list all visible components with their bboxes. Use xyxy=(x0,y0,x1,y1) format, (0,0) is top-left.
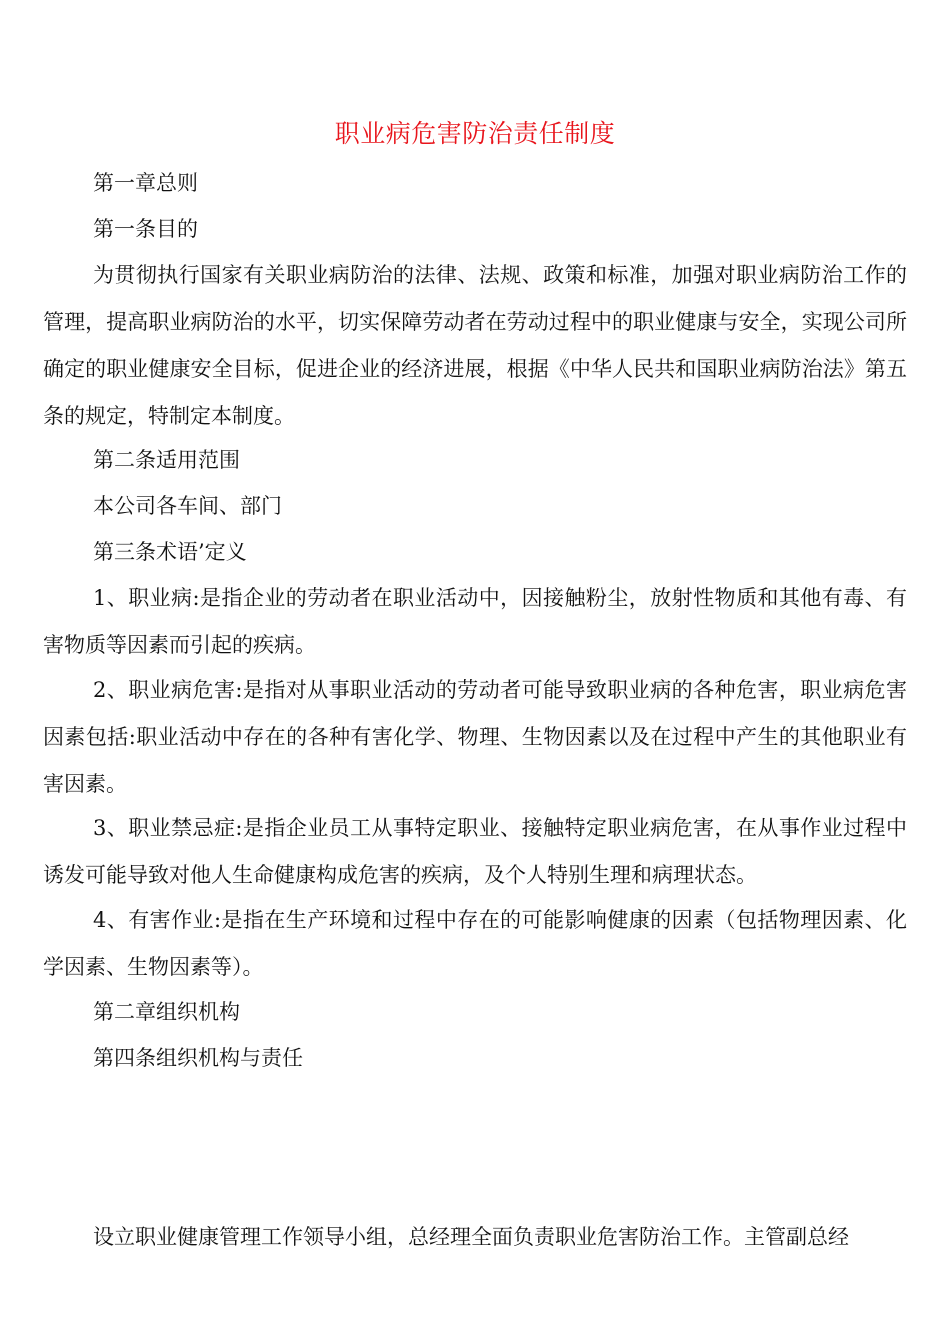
definition-2: 2、职业病危害:是指对从事职业活动的劳动者可能导致职业病的各种危害，职业病危害因素包括:职业活动中存在的各种有害化学、物理、生物因素以及在过程中产生的其他职业有害因素。 xyxy=(43,678,907,796)
chapter-1-heading: 第一章总则 xyxy=(93,171,198,195)
article-2-heading: 第二条适用范围 xyxy=(93,448,240,472)
article-4-heading: 第四条组织机构与责任 xyxy=(93,1046,303,1070)
chapter-2-heading: 第二章组织机构 xyxy=(93,1000,240,1024)
article-3-heading: 第三条术语’定义 xyxy=(93,540,247,564)
document-title: 职业病危害防治责任制度 xyxy=(334,119,616,148)
definition-4: 4、有害作业:是指在生产环境和过程中存在的可能影响健康的因素（包括物理因素、化学因素、生物因素等）。 xyxy=(43,908,907,979)
definition-1: 1、职业病:是指企业的劳动者在职业活动中，因接触粉尘，放射性物质和其他有毒、有害物质等因素而引起的疾病。 xyxy=(43,586,907,657)
article-1-body: 为贯彻执行国家有关职业病防治的法律、法规、政策和标准，加强对职业病防治工作的管理，提高职业病防治的水平，切实保障劳动者在劳动过程中的职业健康与安全，实现公司所确定的职业健康安全目标，促进企业的经济进展，根据《中华人民共和国职业病防治法》第五条的规定，特制定本制度。 xyxy=(43,263,907,428)
article-1-heading: 第一条目的 xyxy=(93,217,198,241)
definition-3: 3、职业禁忌症:是指企业员工从事特定职业、接触特定职业病危害，在从事作业过程中诱发可能导致对他人生命健康构成危害的疾病，及个人特别生理和病理状态。 xyxy=(43,816,907,887)
article-2-body: 本公司各车间、部门 xyxy=(93,494,282,518)
article-4-body: 设立职业健康管理工作领导小组，总经理全面负责职业危害防治工作。主管副总经 xyxy=(93,1225,849,1249)
